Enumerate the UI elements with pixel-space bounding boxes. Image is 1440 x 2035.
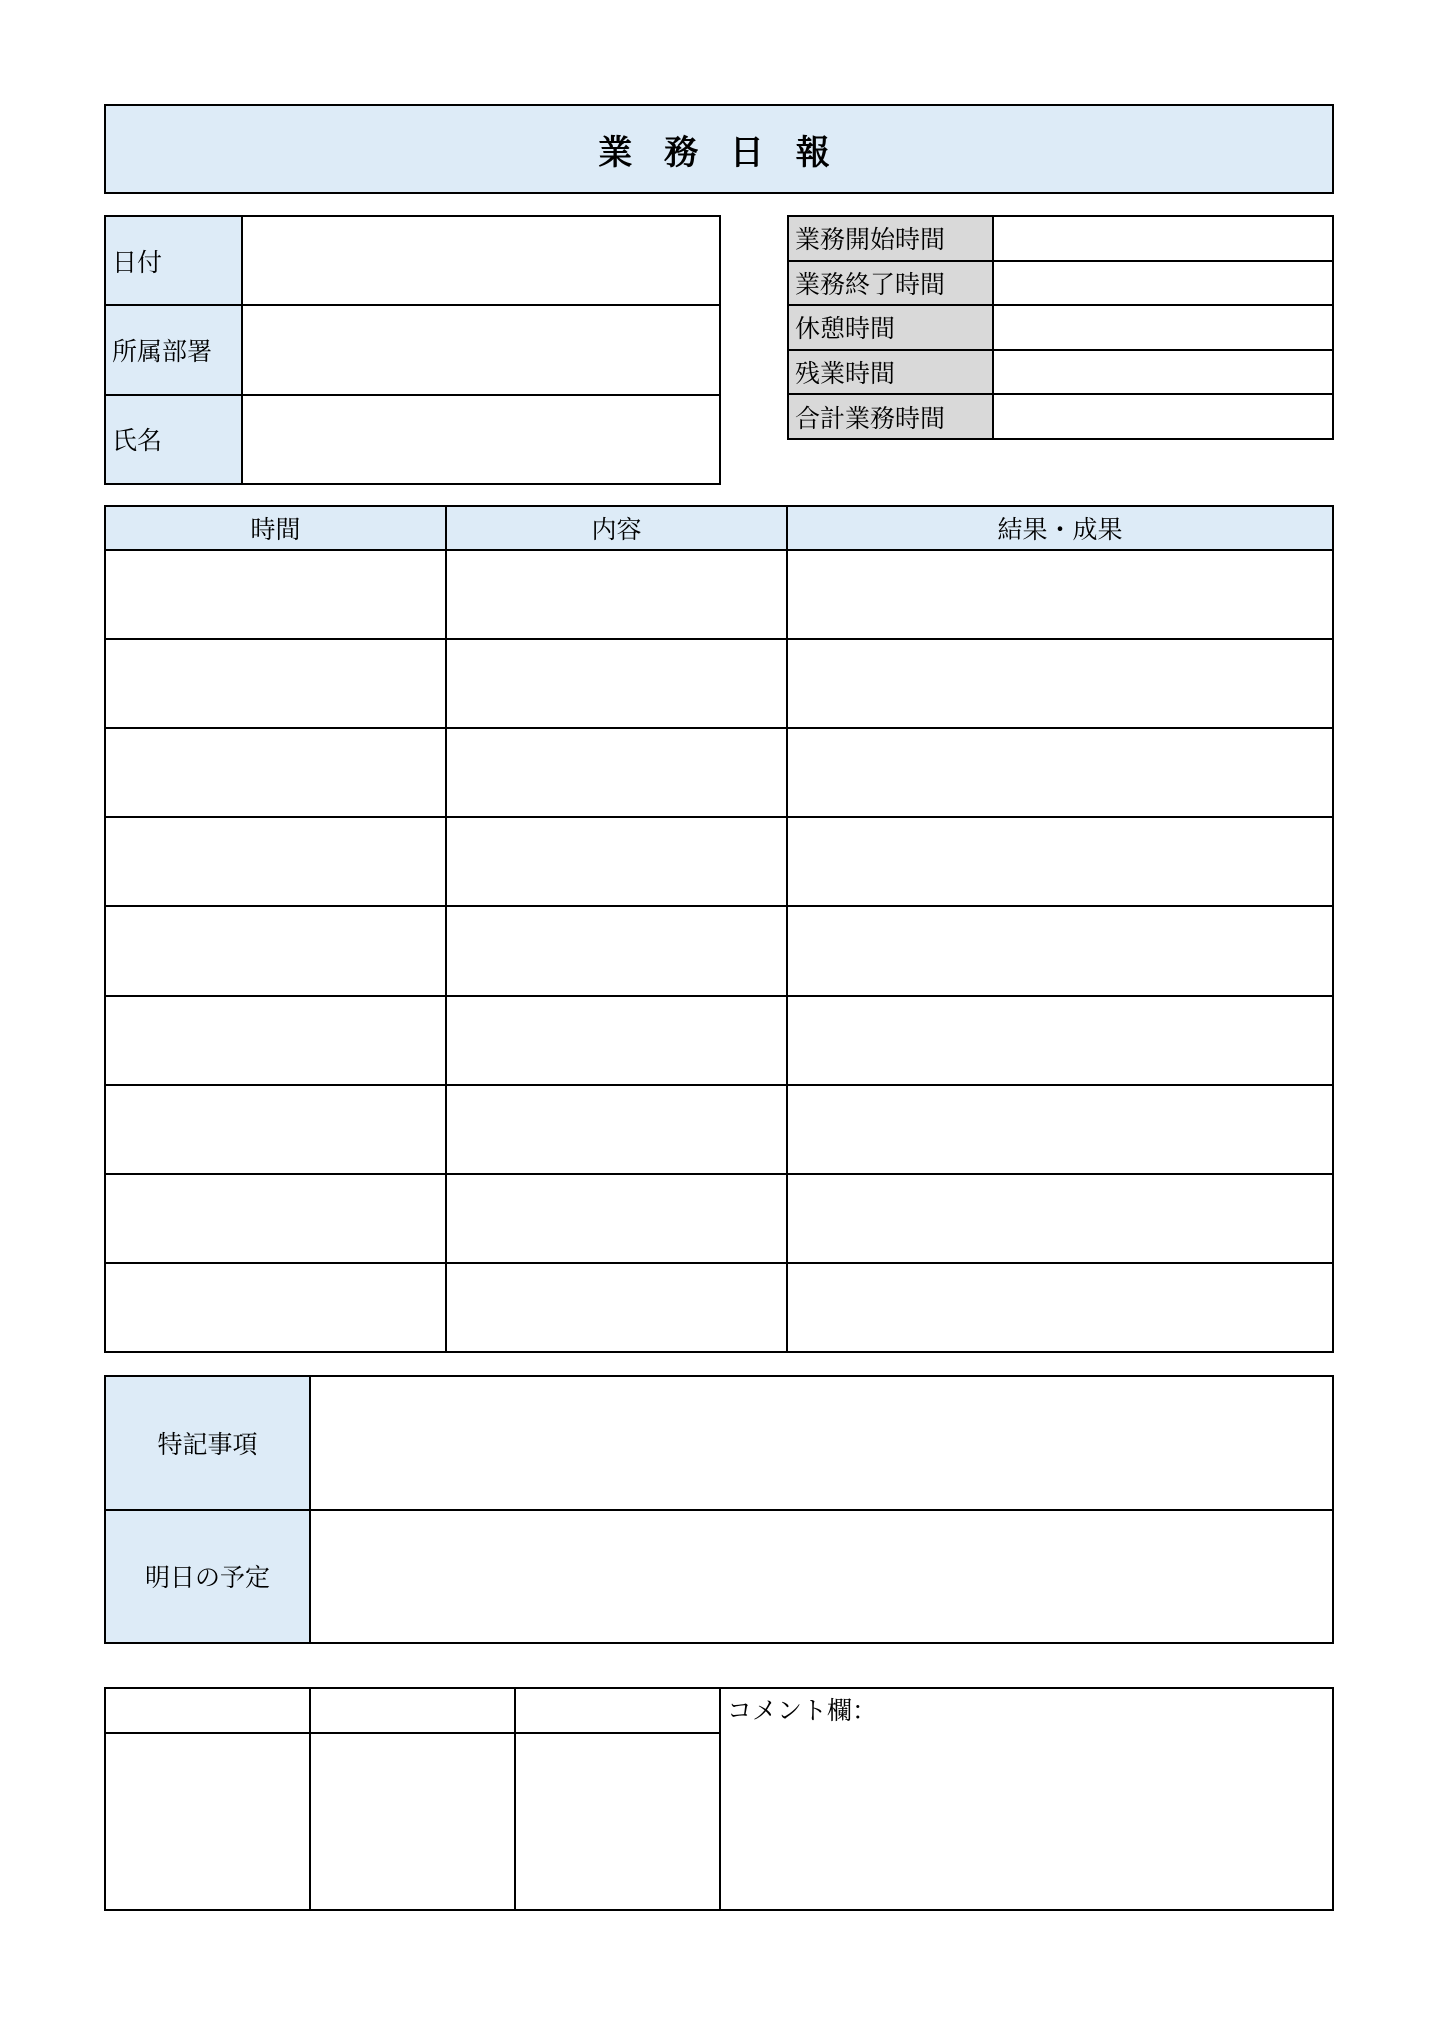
content-cell[interactable] (446, 639, 787, 728)
stamp-cell[interactable] (515, 1733, 720, 1910)
comment-label: コメント欄： (727, 1696, 878, 1725)
result-cell[interactable] (787, 1174, 1333, 1263)
time-cell[interactable] (105, 550, 446, 639)
time-cell[interactable] (105, 817, 446, 906)
content-cell[interactable] (446, 1174, 787, 1263)
overtime-field[interactable] (993, 350, 1333, 395)
department-label: 所属部署 (105, 305, 242, 394)
table-row (105, 1263, 1333, 1352)
break-time-label: 休憩時間 (788, 305, 993, 350)
stamp-header-cell[interactable] (105, 1688, 310, 1733)
table-row (105, 550, 1333, 639)
report-title: 業 務 日 報 (104, 104, 1334, 194)
result-cell[interactable] (787, 906, 1333, 995)
comment-area[interactable] (720, 1688, 1333, 1910)
start-time-label: 業務開始時間 (788, 216, 993, 261)
result-cell[interactable] (787, 996, 1333, 1085)
time-cell[interactable] (105, 1174, 446, 1263)
table-row (105, 1174, 1333, 1263)
content-column-header: 内容 (446, 506, 787, 550)
result-cell[interactable] (787, 550, 1333, 639)
time-cell[interactable] (105, 1085, 446, 1174)
time-cell[interactable] (105, 1263, 446, 1352)
content-cell[interactable] (446, 1085, 787, 1174)
end-time-field[interactable] (993, 261, 1333, 306)
table-row (105, 906, 1333, 995)
date-label: 日付 (105, 216, 242, 305)
content-cell[interactable] (446, 817, 787, 906)
special-notes-label: 特記事項 (105, 1376, 310, 1510)
content-cell[interactable] (446, 996, 787, 1085)
time-cell[interactable] (105, 639, 446, 728)
result-cell[interactable] (787, 639, 1333, 728)
stamp-header-cell[interactable] (310, 1688, 515, 1733)
content-cell[interactable] (446, 550, 787, 639)
tomorrow-plan-field[interactable] (310, 1510, 1333, 1644)
stamp-header-cell[interactable] (515, 1688, 720, 1733)
content-cell[interactable] (446, 906, 787, 995)
stamp-cell[interactable] (105, 1733, 310, 1910)
content-cell[interactable] (446, 1263, 787, 1352)
total-time-field[interactable] (993, 394, 1333, 439)
date-field[interactable] (242, 216, 720, 305)
table-row (105, 1085, 1333, 1174)
content-cell[interactable] (446, 728, 787, 817)
notes-table (104, 1375, 1334, 1644)
work-time-table (787, 215, 1334, 440)
table-row (105, 817, 1333, 906)
overtime-label: 残業時間 (788, 350, 993, 395)
time-column-header: 時間 (105, 506, 446, 550)
end-time-label: 業務終了時間 (788, 261, 993, 306)
result-cell[interactable] (787, 728, 1333, 817)
result-column-header: 結果・成果 (787, 506, 1333, 550)
result-cell[interactable] (787, 817, 1333, 906)
start-time-field[interactable] (993, 216, 1333, 261)
result-cell[interactable] (787, 1263, 1333, 1352)
total-time-label: 合計業務時間 (788, 394, 993, 439)
table-row (105, 996, 1333, 1085)
department-field[interactable] (242, 305, 720, 394)
stamp-cell[interactable] (310, 1733, 515, 1910)
special-notes-field[interactable] (310, 1376, 1333, 1510)
table-row (105, 639, 1333, 728)
approval-table (104, 1687, 1334, 1911)
name-field[interactable] (242, 395, 720, 484)
activity-log-table (104, 505, 1334, 1353)
name-label: 氏名 (105, 395, 242, 484)
tomorrow-plan-label: 明日の予定 (105, 1510, 310, 1644)
result-cell[interactable] (787, 1085, 1333, 1174)
time-cell[interactable] (105, 906, 446, 995)
time-cell[interactable] (105, 728, 446, 817)
info-table (104, 215, 721, 485)
time-cell[interactable] (105, 996, 446, 1085)
table-row (105, 728, 1333, 817)
break-time-field[interactable] (993, 305, 1333, 350)
